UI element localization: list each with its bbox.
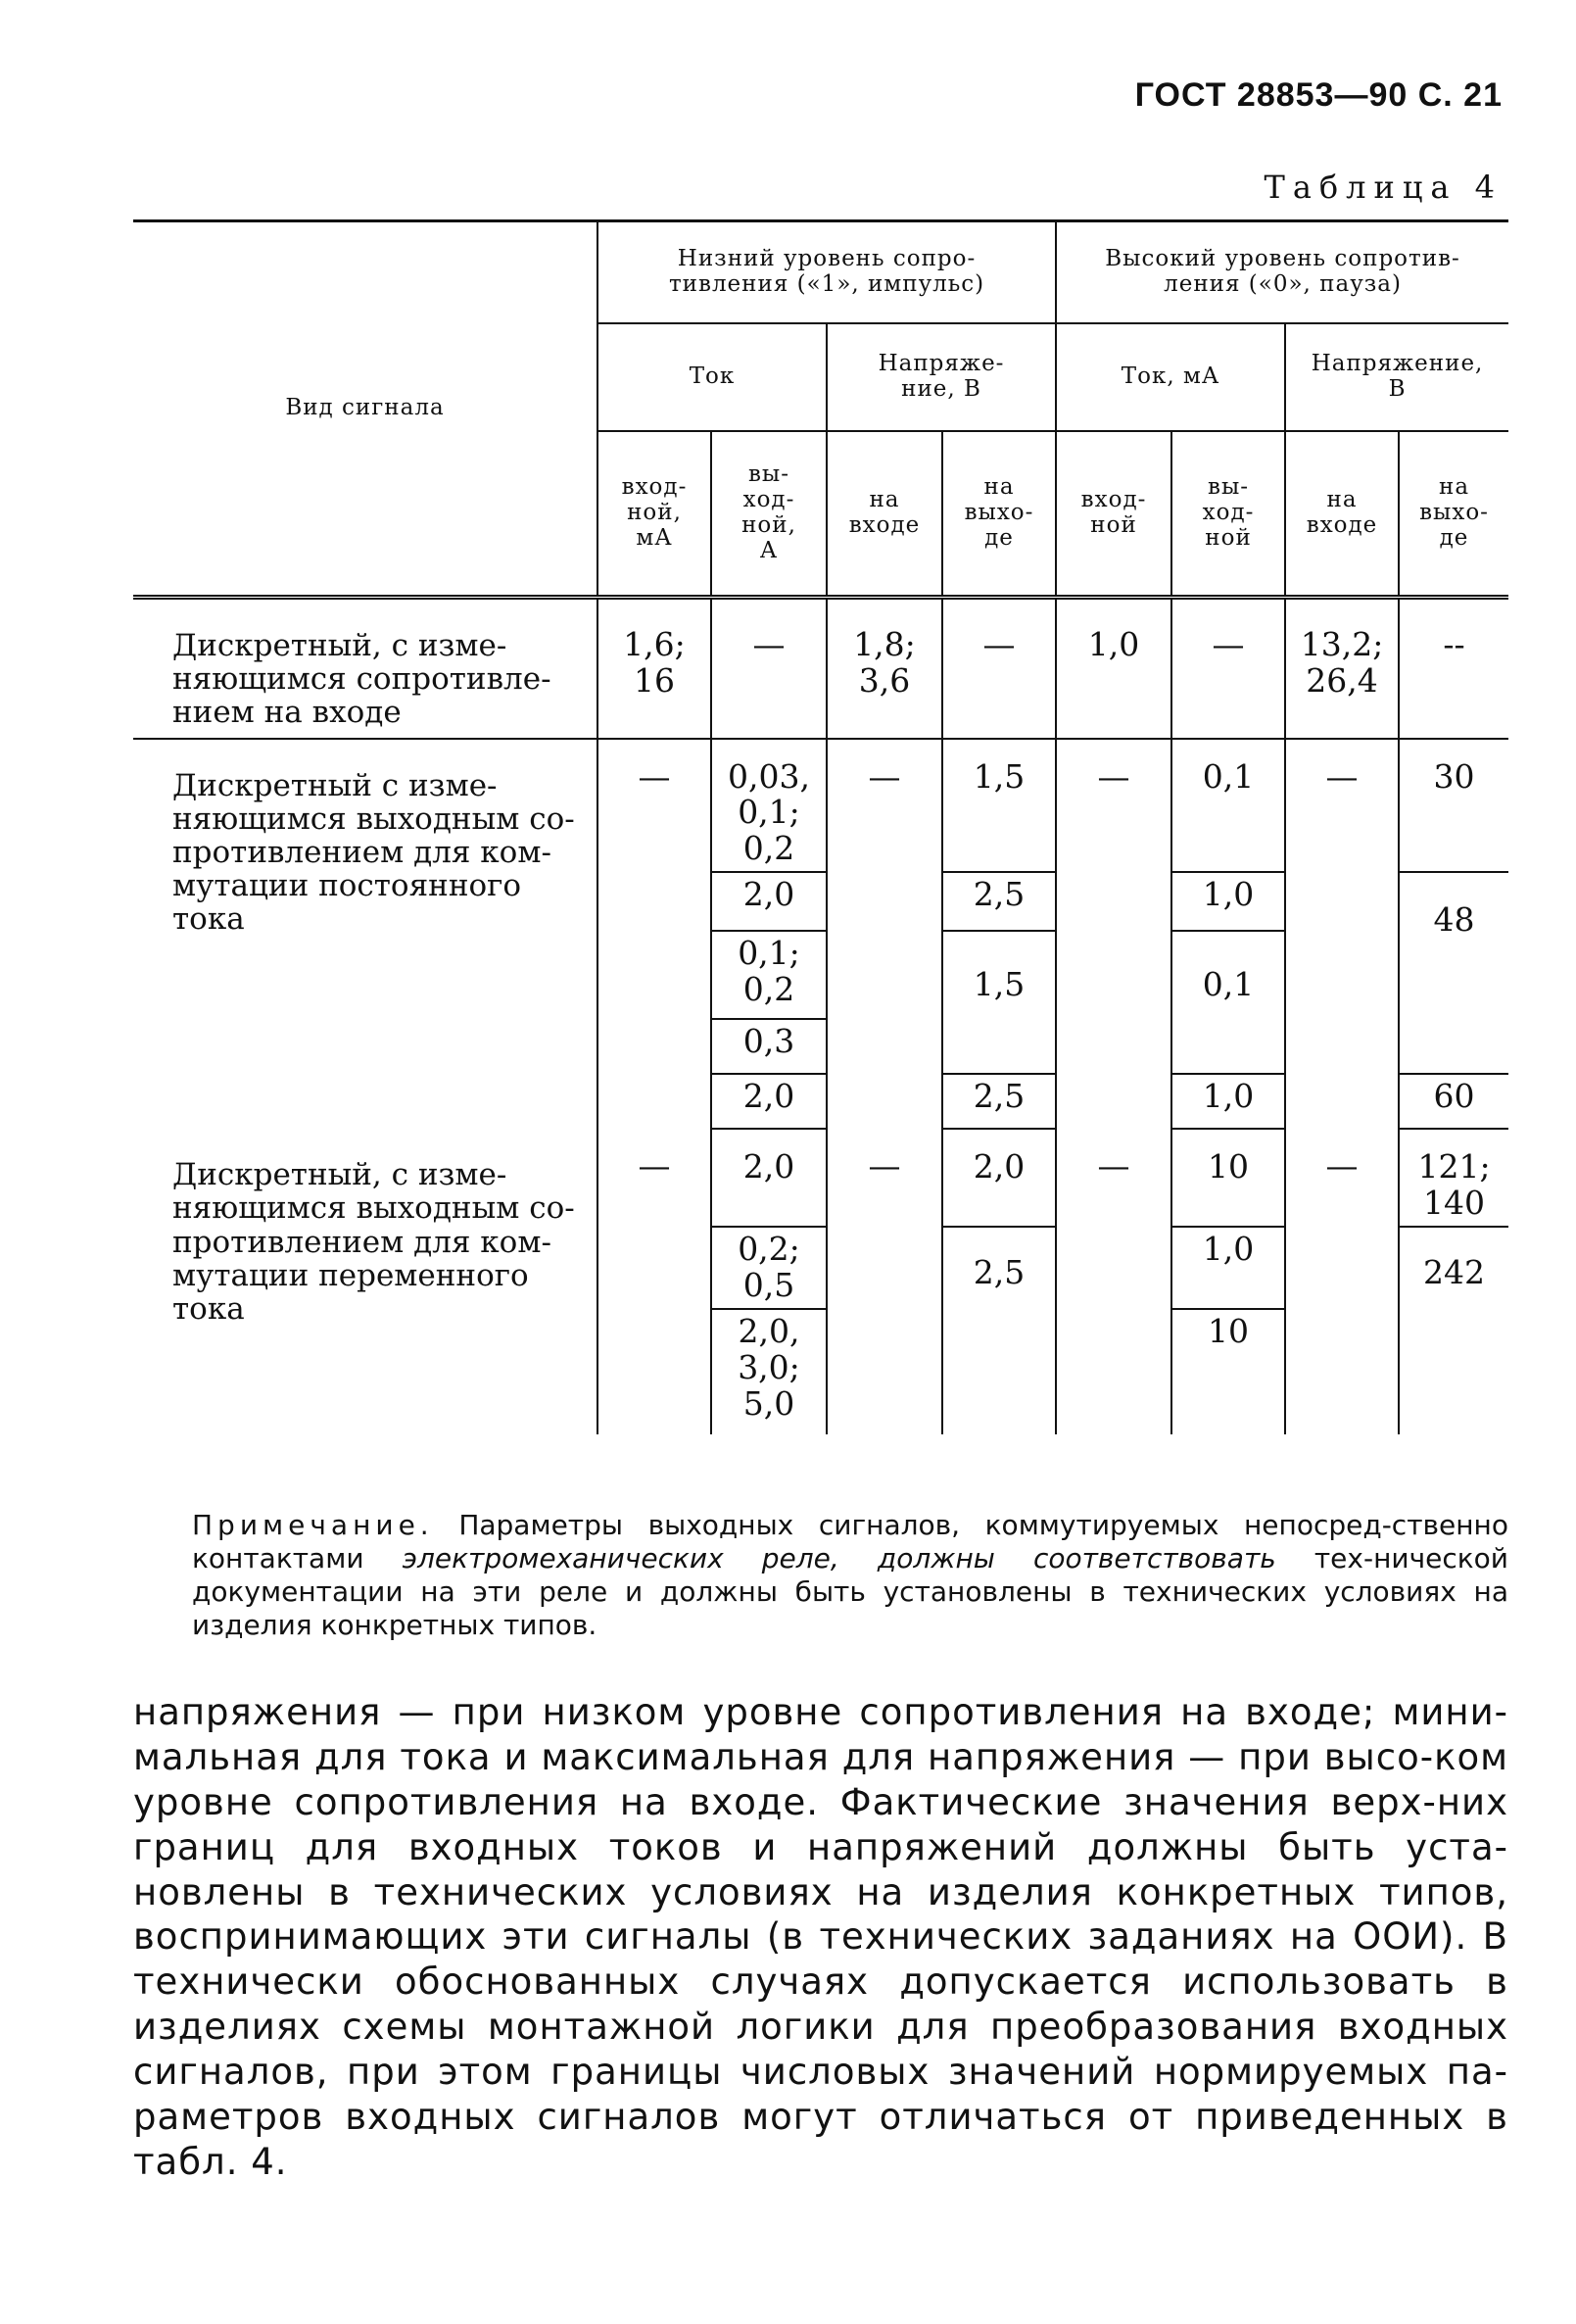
value-cell: 0,2; 0,5 [711,1227,827,1309]
header-high-current: Ток, мА [1056,323,1285,431]
body-text [133,1690,1508,2185]
signal-name: Дискретный, с изме- няющимся выходным со- противлением для ком- мутации переменного тока [172,1157,575,1327]
value-cell: 2,5 [942,1227,1056,1434]
value-cell: 2,5 [942,1074,1056,1129]
value-cell: — [597,739,711,1130]
value-cell: 1,0 [1171,1074,1285,1129]
value-cell: 0,1 [1171,739,1285,873]
value-cell: — [942,598,1056,739]
value-cell: — [597,1129,711,1434]
header-sub-col: вход- ной [1056,431,1171,598]
signal-name: Дискретный с изме- няющимся выходным со- противлением для ком- мутации постоянного тока [133,739,597,1130]
value-cell: 2,0 [711,872,827,931]
note-text: тех-нической документации на эти реле и должны быть установлены в технических условиях на изделия конкретных типов. [192,1542,1508,1642]
value-cell: 2,0 [942,1129,1056,1227]
value-cell: 1,0 [1171,1227,1285,1309]
value-cell: — [1056,1129,1171,1434]
value-cell: 30 [1399,739,1508,873]
value-cell: 1,8; 3,6 [827,598,942,739]
value-cell: 0,1; 0,2 [711,931,827,1019]
value-cell: 242 [1399,1227,1508,1434]
value-cell: 1,6; 16 [597,598,711,739]
value-cell: — [711,598,827,739]
header-high-resistance: Высокий уровень сопротив- ления («0», пауза) [1056,221,1508,323]
body-paragraph: напряжения — при низком уровне сопротивления на входе; мини-мальная для тока и максимальная для напряжения — при высо-ком уровне сопротивления на входе. Фактические значения верх-них границ для входных токов и напряжений должны быть уста-новлены в технических условиях на изделия конкретных типов, воспринимающих эти сигналы (в технических заданиях на ООИ). В технически обоснованных случаях допускается использовать в изделиях схемы монтажной логики для преобразования входных сигналов, при этом границы числовых значений нормируемых па-раметров входных сигналов могут отличаться от приведенных в табл. 4. [133,1691,1508,2183]
value-cell: 13,2; 26,4 [1285,598,1399,739]
header-low-current: Ток [597,323,827,431]
value-cell: 0,1 [1171,931,1285,1074]
table-row [133,1129,1508,1227]
header-signal-type: Вид сигнала [285,395,445,421]
value-cell: — [1285,739,1399,1130]
page-header: ГОСТ 28853—90 С. 21 [1134,76,1503,114]
note-italic-text: электромеханических реле, должны соответствовать [402,1542,1276,1575]
spacer-cell [711,1427,827,1434]
header-sub-col: на выхо- де [1399,431,1508,598]
value-cell: 1,0 [1056,598,1171,739]
note-label: Примечание. [192,1509,434,1541]
value-cell: -- [1399,598,1508,739]
header-sub-col: на выхо- де [942,431,1056,598]
value-cell: 2,0, 3,0; 5,0 [711,1309,827,1427]
value-cell: 48 [1399,872,1508,1074]
value-cell: 2,0 [711,1074,827,1129]
header-sub-col: вы- ход- ной [1171,431,1285,598]
value-cell: 0,03, 0,1; 0,2 [711,739,827,873]
header-sub-col: вы- ход- ной, А [711,431,827,598]
table-head [133,221,1508,598]
value-cell: 1,5 [942,739,1056,873]
value-cell: 2,0 [711,1129,827,1227]
table-container [133,219,1508,1434]
value-cell: 0,3 [711,1019,827,1074]
table-title: Таблица 4 [1264,169,1503,206]
value-cell: 2,5 [942,872,1056,931]
note-text: Параметры выходных сигналов, коммутируемых непосред-ственно контактами [192,1509,1508,1575]
value-cell: 1,5 [942,931,1056,1074]
value-cell: 60 [1399,1074,1508,1129]
table-body [133,598,1508,1435]
header-high-voltage: Напряжение, В [1285,323,1508,431]
signal-name: Дискретный, с изме- няющимся сопротивле- нием на входе [172,628,551,731]
header-low-resistance: Низний уровень сопро- тивления («1», импульс) [597,221,1056,323]
value-cell: — [827,1129,942,1434]
value-cell: 121; 140 [1399,1129,1508,1227]
table-row [133,739,1508,873]
value-cell: — [1171,598,1285,739]
header-sub-col: на входе [827,431,942,598]
value-cell: 10 [1171,1309,1285,1427]
value-cell: 1,0 [1171,872,1285,931]
value-cell: — [827,739,942,1130]
spacer-cell [1171,1427,1285,1434]
value-cell: 10 [1171,1129,1285,1227]
value-cell: — [1056,739,1171,1130]
header-sub-col: вход- ной, мА [597,431,711,598]
value-cell: — [1285,1129,1399,1434]
header-low-voltage: Напряже- ние, В [827,323,1056,431]
table-row [133,598,1508,739]
table-note [192,1509,1508,1643]
signal-table [133,219,1508,1434]
header-sub-col: на входе [1285,431,1399,598]
